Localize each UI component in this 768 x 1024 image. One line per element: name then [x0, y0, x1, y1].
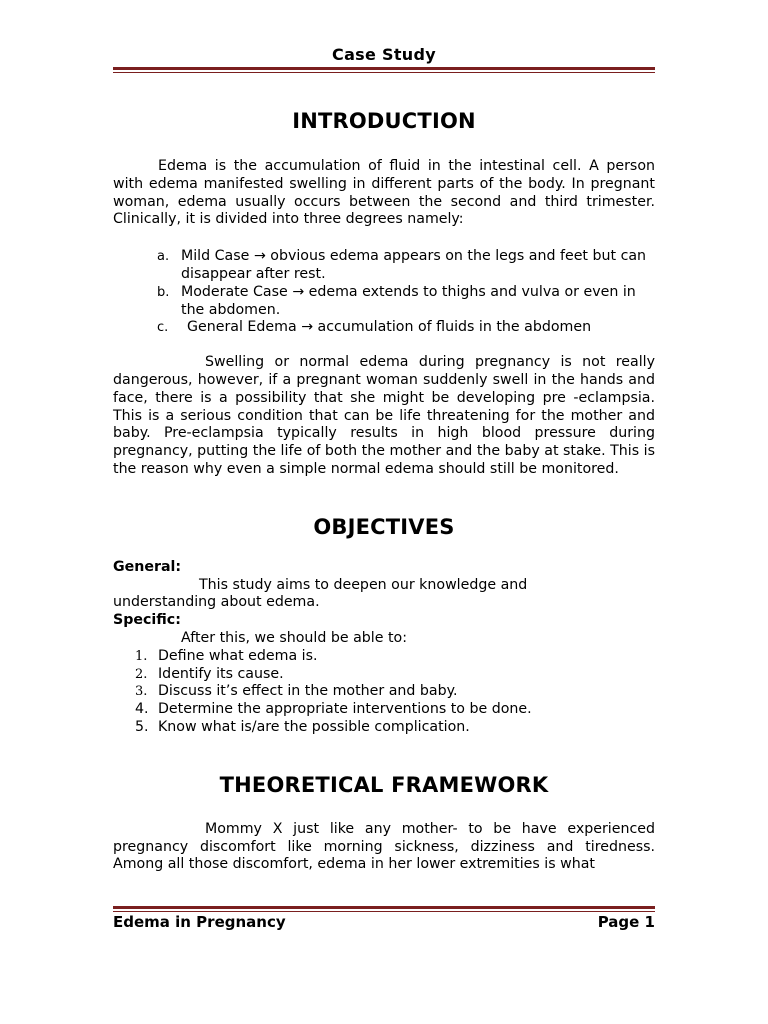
list-marker: 5.: [135, 718, 149, 735]
specific-label: Specific:: [113, 612, 181, 629]
edema-degrees-list: [113, 248, 655, 337]
objectives-heading: OBJECTIVES: [313, 514, 455, 539]
list-item: [113, 701, 655, 719]
swelling-paragraph: Swelling or normal edema during pregnancy is not really dangerous, however, if a pregnant woman suddenly swell in the hands and face, there is a possibility that she might be developing pre -eclampsia. This is a serious condition that can be life threatening for the mother and baby. Pre-eclampsia typically results in high blood pressure during pregnancy, putting the life of both the mother and the baby at stake. This is the reason why even a simple normal edema should still be monitored.: [113, 354, 655, 477]
list-item-text: Mild Case → obvious edema appears on the legs and feet but can disappear after rest.: [181, 248, 647, 282]
list-marker: 1.: [135, 648, 148, 664]
header-rule: [113, 67, 655, 73]
theoretical-framework-paragraph: Mommy X just like any mother- to be have experienced pregnancy discomfort like morning sickness, dizziness and tiredness. Among all those discomfort, edema in her lower extremities is what: [113, 820, 655, 873]
introduction-heading: INTRODUCTION: [292, 109, 476, 133]
header-title: Case Study: [332, 45, 436, 64]
footer-rule: [113, 906, 655, 912]
list-item: [113, 248, 655, 284]
list-marker: c.: [157, 320, 169, 336]
list-item: [113, 648, 655, 666]
general-objective-text: [113, 577, 655, 613]
specific-objectives-list: [113, 648, 655, 737]
list-item: [113, 284, 655, 320]
list-item-text: General Edema → accumulation of fluids in the abdomen: [187, 319, 592, 336]
list-item-text: Identify its cause.: [158, 665, 284, 682]
page-number: Page 1: [597, 913, 655, 931]
list-marker: a.: [157, 249, 170, 265]
specific-intro: After this, we should be able to:: [181, 629, 407, 646]
list-item: [113, 683, 655, 701]
theoretical-framework-heading: THEORETICAL FRAMEWORK: [219, 772, 549, 797]
list-item-text: Moderate Case → edema extends to thighs and vulva or even in the abdomen.: [181, 283, 636, 318]
list-marker: 4.: [135, 701, 149, 718]
list-item: [113, 666, 655, 684]
page-content: [113, 105, 655, 874]
general-objective-lead: This study aims to deepen our knowledge and: [199, 576, 528, 593]
list-item: [113, 719, 655, 737]
general-label: General:: [113, 558, 182, 575]
general-objective-rest: understanding about edema.: [113, 594, 320, 611]
footer-title: Edema in Pregnancy: [113, 913, 286, 931]
list-item-text: Define what edema is.: [158, 647, 318, 664]
list-item-text: Determine the appropriate interventions to be done.: [158, 701, 532, 718]
list-marker: b.: [157, 284, 170, 300]
list-item-text: Know what is/are the possible complication.: [158, 718, 470, 735]
list-marker: 2.: [135, 666, 148, 682]
introduction-paragraph: Edema is the accumulation of fluid in the intestinal cell. A person with edema manifested swelling in different parts of the body. In pregnant woman, edema usually occurs between the second and third trimester. Clinically, it is divided into three degrees namely:: [113, 158, 655, 228]
list-marker: 3.: [135, 684, 148, 700]
list-item: [113, 319, 655, 337]
list-item-text: Discuss it’s effect in the mother and baby.: [158, 683, 458, 700]
